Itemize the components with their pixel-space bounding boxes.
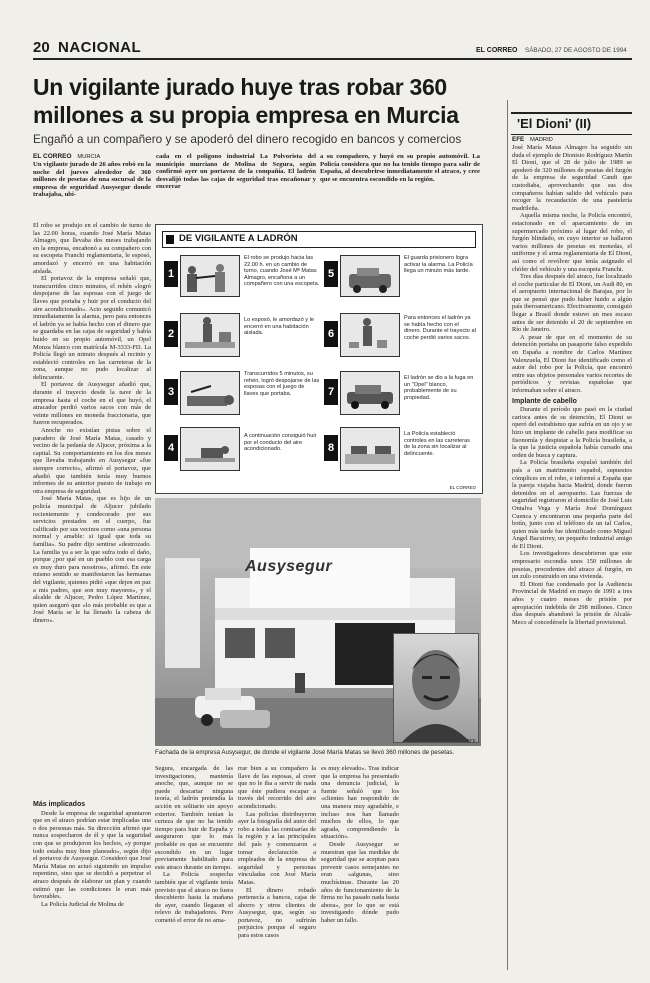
sidebar-paragraph: Durante el período que pasó en la ciudad carioca antes de su detención, El Dioni se operó del estrabismo que sufría en un ojo y se hizo un implante de cabello para modificar su fisonomía y despistar a la Policía brasileña, a la que la justicia española había cursado una orden de busca y captura.	[512, 406, 632, 459]
sidebar-byline-city: MADRID	[530, 137, 553, 143]
body-paragraph: El portavoz de la empresa señaló que, transcurridos cinco minutos, el rehén «logró despojarse de las esposas con el juego de llaves que portaba y huir por el conducto del aire acondicionado». Acto seguido comunicó inmediatamente la alarma, pero para entonces el ladrón ya se había hecho con el dinero que se guardaba en las cajas de seguridad y había huido en su propio automóvil, un Opel Monza blanco con matrícula M-3333-FD. La Policía llegó un minuto después al recinto y estableció controles en las carreteras de la zona, aunque no pudo localizar al delincuente.	[33, 275, 151, 381]
subheadline: Engañó a un compañero y se apoderó del dinero recogido en bancos y comercios	[33, 132, 462, 146]
body-column-mid-4	[321, 765, 399, 970]
step-text-8: La Policía estableció controles en las carreteras de la zona sin localizar al delincuente.	[404, 431, 470, 457]
building-sign: Ausysegur	[245, 558, 333, 575]
step-text-7: El ladrón se dio a la fuga en un "Opel" blanco, probablemente de su propiedad.	[404, 375, 474, 401]
lead-paragraph-col3: a su compañero, y huyó en su propio automóvil. La Policía considera que no ha tenido tiempo para salir de España, al descubrirse inmediatamente el atraco, y cree que se encuentra escondido en la región.	[320, 153, 480, 183]
body-paragraph: Desde la empresa de seguridad apuntaron que en el atraco podrían estar implicadas una o dos personas más. Su dirección afirmó que nunca sospecharon de él y que la seguridad con que se produjeron los hechos, «y porque todo estaba muy bien planeado», según dijo el portavoz de Ausysegur. Consideró que José María Matas no actuó siguiendo un impulso repentino, sino que se decidió a perpetrar el atraco después de elaborar un plan y cuando estimó que las condiciones le eran más favorables.	[33, 809, 151, 901]
sidebar-paragraph: El Dioni fue condenado por la Audiencia Provincial de Madrid en mayo de 1991 a tres años y cuatro meses de prisión por apropiación indebida de 298 millones. Cinco días después abandonó la prisión de Alcalá-Meco al concedérsele la libertad provisional.	[512, 580, 632, 626]
suspect-portrait	[393, 633, 479, 743]
photo-caption: Fachada de la empresa Ausysegur, de donde el vigilante José María Matas se llevó 360 millones de pesetas.	[155, 749, 455, 756]
issue-date: SÁBADO, 27 DE AGOSTO DE 1994	[525, 47, 627, 54]
step-number-5: 5	[324, 261, 338, 287]
byline-city: MURCIA	[77, 154, 101, 160]
step-text-1: El robo se produjo hacia las 22.00 h. en un cambio de turno, cuando José Mª Matas Almagro, encañona a un compañero con una escopeta.	[244, 255, 320, 288]
step-number-4: 4	[164, 435, 178, 461]
body-column-left	[33, 222, 151, 796]
sidebar-paragraph: A pesar de que en el momento de su detención portaba un pasaporte falso expedido en España a nombre de Carlos Martínez Valenzuela, El Dioni fue identificado como el autor del robo por la Policía, que encontró entre sus objetos personales varios recortes de periódicos y revistas españolas que informaban sobre el atraco.	[512, 333, 632, 394]
sidebar-paragraph: José María Matas Almagro ha seguido sin duda el ejemplo de Dionisio Rodríguez Martín El Dioni, que el 28 de julio de 1989 se apoderó de 320 millones de pesetas del furgón de la empresa de seguridad Candi que custodiaba, aprovechando que sus dos compañeros habían salido del vehículo para recoger la recaudación de una pastelería madrileña.	[512, 144, 632, 212]
lead-paragraph-col2: cada en el polígono industrial La Polvorista del municipio murciano de Molina de Segura, según confirmó ayer un portavoz de la compañía. El ladrón desvalijó todas las cajas de seguridad tras encañonar y encerrar	[156, 153, 316, 191]
title-marker	[166, 235, 174, 244]
body-paragraph: El portavoz de Ausysegur añadió que, durante el trayecto desde la nave de la empresa hasta el coche en el que huyó, el atracador perdió varios sacos con más de veinte millones en moneda fraccionaria, que fueron recuperados.	[33, 381, 151, 427]
infographic-title: DE VIGILANTE A LADRÓN	[179, 233, 298, 244]
step-number-6: 6	[324, 321, 338, 347]
step-number-2: 2	[164, 321, 178, 347]
body-paragraph: El robo se produjo en el cambio de turno de las 22.00 horas, cuando José María Matas Almagro, que llevaba dos meses trabajando en la empresa, encañonó a su compañero con su escopeta Franchi reglamentaria, le esposó, amordazó y encerró en una habitación aislada.	[33, 222, 151, 275]
portrait-credit: EFE	[467, 738, 476, 743]
step-number-8: 8	[324, 435, 338, 461]
infographic-panel	[155, 224, 483, 494]
step-illustration-7	[340, 371, 400, 415]
byline-outlet: EL CORREO	[33, 153, 72, 160]
body-paragraph: Anoche no existían pistas sobre el paradero de José María Matas, casado y vecino de la pedanía de Aljucer, próxima a la capital. Su comportamiento en los dos meses que llevaba trabajando en Ausysegur «fue siempre correcto», afirmó el portavoz, que añadió que también tenía muy buenos informes de su anterior puesto de trabajo en otra empresa de seguridad.	[33, 427, 151, 495]
step-illustration-2	[180, 313, 240, 357]
sidebar-paragraph: Aquella misma noche, la Policía encontró, estacionado en el aparcamiento de un supermercado próximo al lugar del robo, el furgón blindado, en cuyo interior se hallaron varios millones de pesetas en monedas, el uniforme y el arma reglamentaria de El Dioni, así como el revólver que tenía asignado el chófer del vehículo y una escopeta Franchi.	[512, 212, 632, 273]
body-paragraph: rrar bien a su compañero la llave de las esposas, al creer que no le iba a servir de nada que éste pudiera escapar a través del recorrido del aire acondicionado.	[238, 765, 316, 810]
step-text-6: Para entonces el ladrón ya se había hecho con el dinero. Durante el trayecto al coche perdió varios sacos.	[404, 315, 476, 341]
sidebar-body	[512, 144, 632, 968]
section-name: NACIONAL	[58, 39, 142, 56]
building-photo	[155, 498, 481, 746]
newspaper-name: EL CORREO	[476, 47, 518, 54]
body-paragraph: Desde Ausysegur se muestran que las medidas de seguridad que se aceptan para prevenir casos semejantes no eran «algunas, sino muchísimas. Durante las 20 años de funcionamiento de la firma no ha pasado nada hasta ahora», por lo que se está investigando dónde pudo haber un fallo.	[321, 840, 399, 924]
step-text-2: Lo esposó, le amordazó y le encerró en una habitación aislada.	[244, 317, 314, 337]
step-text-5: El guarda prisionero logra activar la alarma. La Policía llega un minuto más tarde.	[404, 255, 473, 275]
step-illustration-5	[340, 255, 400, 297]
page-number: 20	[33, 39, 50, 56]
sidebar-byline	[512, 136, 553, 143]
step-illustration-8	[340, 427, 400, 471]
infographic-title-bar	[162, 231, 476, 248]
sidebar-paragraph: Los investigadores descubrieron que este empresario escondía unos 150 millones de pesetas, procedentes del atraco al furgón, en un zulo construido en una vivienda.	[512, 550, 632, 581]
step-illustration-4	[180, 427, 240, 471]
step-illustration-3	[180, 371, 240, 415]
body-paragraph: Segura, encargada de las investigaciones, mantenía anoche, que, aunque no se puede descartar ninguna teoría, el ladrón pretendía la acción en solitario sin apoyo exterior. También tenían la certeza de que no ha tenido tiempo para huir de España y aseguraron que lo más probable es que se encuentre escondido en un lugar previamente habilitado para este atraco durante un tiempo.	[155, 765, 233, 871]
subhead-implicados: Más implicados	[33, 801, 86, 808]
body-paragraph: La Policía sospecha también que el vigilante tenía previsto que el atraco no fuera descubierto hasta la mañana de ayer, cuando llegaran el relevo de trabajadores. Pero cometió el error de no ama-	[155, 871, 233, 924]
lead-paragraph-col1: Un vigilante jurado de 26 años robó en la noche del jueves alrededor de 360 millones de pesetas de una sucursal de la empresa de seguridad Ausysegur donde trabajaba, ubi-	[33, 161, 151, 199]
body-paragraph: es muy elevado». Tras indicar que la empresa ha presentado una denuncia judicial, la fuente señaló que los «clientes han respondido de una manera muy agradable, e incluso nos han llamado muchos de ellos, lo que agrada, comprendiendo la situación».	[321, 765, 399, 841]
byline	[33, 153, 100, 160]
body-paragraph: José María Matas, que es hijo de un policía municipal de Aljucer jubilado recientemente y condecorado por sus servicios prestados en el cuerpo, fue calificado por sus vecinos como «una persona normal y amable: si igual que toda su familia». Su padre dijo sentirse «destrozado. La familia ya a ser la que sufra todo el daño, porque ¿por qué en un pueblo con esa carga es muy duro para nosotros», afirmó. En este mismo sentido se manifestaron las hermanas del vigilante, quienes pidió «que dejen en paz a mis padres, que son muy mayores», y el alcalde de Aljucer, Pedro López Martínez, quien aseguró que «lo más probable es que a José María se le ha llenado la cabeza de dinero».	[33, 495, 151, 624]
infographic-credit: EL CORREO	[449, 485, 476, 490]
body-paragraph: La Policía Judicial de Molina de	[41, 900, 124, 908]
body-paragraph: Las policías distribuyeron ayer la fotografía del autor del robo a todas las comisarías de la región y a las principales del país y comenzaron a tomar declaración a empleados de la empresa de seguridad y personas vinculadas con José María Matas.	[238, 810, 316, 886]
body-paragraph: El dinero robado pertenecía a bancos, cajas de ahorro y otros clientes de Ausysegur, que, según su portavoz, no sufrirán perjuicios porque el seguro para estos casos	[238, 886, 316, 940]
sidebar-byline-outlet: EFE	[512, 136, 525, 143]
sidebar-divider	[507, 100, 508, 970]
header-rule	[33, 58, 632, 60]
sidebar-subhead: Implante de cabello	[512, 397, 577, 405]
body-column-mid-3	[238, 765, 316, 970]
step-text-3: Transcurridos 5 minutos, su rehén, logró despojarse de las esposas con el juego de llaves que portaba.	[244, 371, 320, 397]
body-column-mid-2	[155, 765, 233, 970]
body-column-left-bottom	[33, 798, 151, 968]
step-illustration-1	[180, 255, 240, 297]
step-text-4: A continuación consiguió huir por el conducto del aire acondicionado.	[244, 433, 317, 453]
sidebar-paragraph: La Policía brasileña expulsó también del país a un matrimonio español, supuestos cómplices en el robo, e informó a España que la pareja viajaba hacia Madrid, donde fueron detenidos en el aeropuerto. Las fuerzas de seguridad registraron el domicilio de José Luis Ontalva Vega y María José Domínguez Cuenca y encontraron una pequeña parte del botín, junto con el teléfono de un tal Carlos, quien más tarde fue identificado como Miguel Angel Bacuirrey, un pequeño industrial amigo de El Dioni.	[512, 459, 632, 550]
step-illustration-6	[340, 313, 400, 357]
sidebar-paragraph: Tres días después del atraco, fue localizado el coche particular de El Dioni, un Audi 80, en el aeropuerto internacional de Barajas, por lo que se pensó que pudo haber huido a algún país iberoamericano. Efectivamente, consiguió llegar a Brasil donde estuvo un mes escaso antes de ser detenido el 20 de septiembre en Río de Janeiro.	[512, 273, 632, 334]
step-number-1: 1	[164, 261, 178, 287]
headline: Un vigilante jurado huye tras robar 360 millones a su propia empresa en Murcia	[33, 74, 459, 128]
sidebar-title: 'El Dioni' (II)	[517, 116, 592, 131]
sidebar-title-box	[511, 112, 632, 135]
step-number-3: 3	[164, 379, 178, 405]
step-number-7: 7	[324, 379, 338, 405]
